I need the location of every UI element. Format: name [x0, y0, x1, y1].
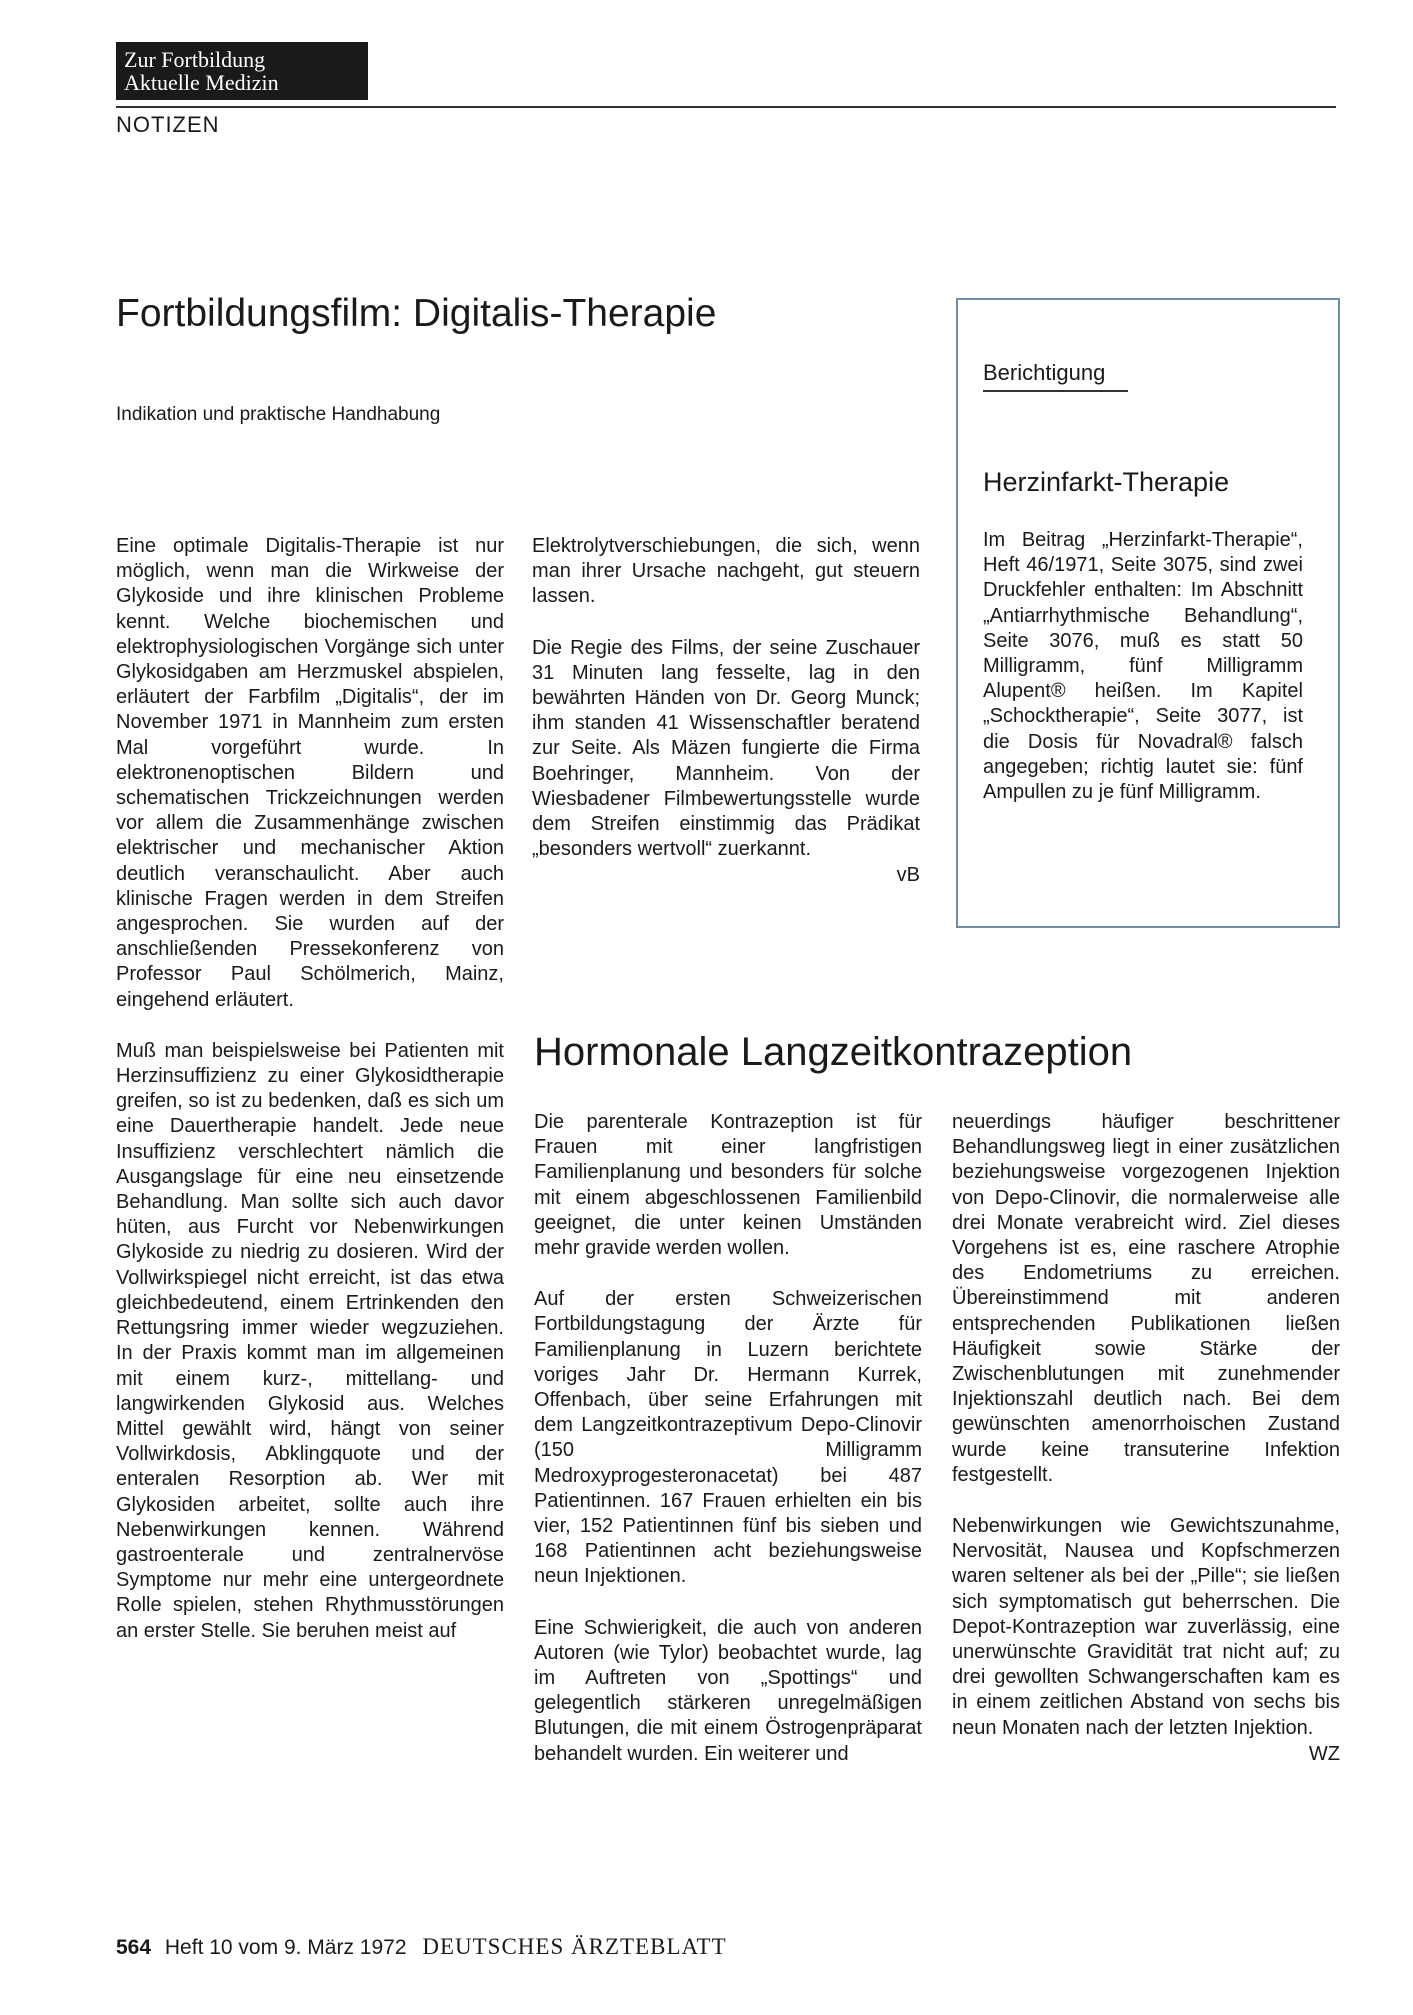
article1-paragraph-1: Eine optimale Digitalis-Therapie ist nur möglich, wenn man die Wirkweise der Glykoside und ihre klinischen Probleme kennt. Welche biochemischen und elektrophysiologischen Vorgänge sich unter Glykosidgaben am Herzmuskel abspielen, erläutert der Farbfilm „Digitalis“, der im November 1971 in Mannheim zum ersten Mal vorgeführt wurde. In elektronenoptischen Bildern und schematischen Trickzeichnungen werden vor allem die Zusammenhänge zwischen elektrischer und mechanischer Aktion deutlich veranschaulicht. Aber auch klinische Fragen werden in dem Streifen angesprochen. Sie wurden auf der anschließenden Pressekonferenz von Professor Paul Schölmerich, Mainz, eingehend erläutert.	[116, 535, 504, 1011]
header-rule	[116, 106, 1336, 108]
article2-column-2	[952, 1110, 1340, 1767]
page-footer	[116, 1934, 727, 1960]
article1-title: Fortbildungsfilm: Digitalis-Therapie	[116, 292, 717, 335]
article1-column-1	[116, 534, 504, 1670]
article1-signature: vB	[896, 864, 920, 887]
article2-paragraph-4: neuerdings häufiger beschrittener Behandlungsweg liegt in einer zusätzlichen beziehungsweise vorgezogenen Injektion von Depo-Clinovir, die normalerweise alle drei Monate verabreicht wird. Ziel dieses Vorgehens ist es, eine raschere Atrophie des Endometriums zu erreichen. Übereinstimmend mit anderen entsprechenden Publikationen ließen Häufigkeit sowie Stärke der Zwischenblutungen mit zunehmender Injektionszahl deutlich nach. Bei dem gewünschten amenorrhoischen Zustand wurde keine transuterine Infektion festgestellt.	[952, 1111, 1340, 1486]
rubric-box	[116, 42, 368, 100]
rubric-line-2: Aktuelle Medizin	[124, 70, 279, 95]
article2-title: Hormonale Langzeitkontrazeption	[534, 1030, 1133, 1074]
article2-paragraph-2: Auf der ersten Schweizerischen Fortbildungstagung der Ärzte für Familienplanung in Luzern berichtete voriges Jahr Dr. Hermann Kurrek, Offenbach, über seine Erfahrungen mit dem Langzeitkontrazeptivum Depo-Clinovir (150 Milligramm Medroxyprogesteronacetat) bei 487 Patientinnen. 167 Frauen erhielten ein bis vier, 152 Patientinnen fünf bis sieben und 168 Patientinnen acht beziehungsweise neun Injektionen.	[534, 1288, 922, 1588]
journal-name: DEUTSCHES ÄRZTEBLATT	[422, 1934, 727, 1959]
article1-paragraph-3: Elektrolytverschiebungen, die sich, wenn man ihrer Ursache nachgeht, gut steuern lassen.	[532, 535, 920, 608]
article2-paragraph-1: Die parenterale Kontrazeption ist für Frauen mit einer langfristigen Familienplanung und besonders für solche mit einem abgeschlossenen Familienbild geeignet, die unter keinen Umständen mehr gravide werden wollen.	[534, 1111, 922, 1260]
correction-label: Berichtigung	[983, 360, 1106, 385]
correction-text: Im Beitrag „Herzinfarkt-Therapie“, Heft 46/1971, Seite 3075, sind zwei Druckfehler enthalten: Im Abschnitt „Antiarrhythmische Behandlung“, Seite 3076, muß es statt 50 Milligramm, fünf Milligramm Alupent® heißen. Im Kapitel „Schocktherapie“, Seite 3077, ist die Dosis für Novadral® falsch angegeben; richtig lautet sie: fünf Ampullen zu je fünf Milligramm.	[983, 529, 1303, 804]
article1-column-2	[532, 534, 920, 889]
correction-label-underline	[983, 390, 1128, 392]
page-number: 564	[116, 1936, 152, 1959]
article2-signature: WZ	[1308, 1742, 1340, 1765]
issue-info: Heft 10 vom 9. März 1972	[164, 1936, 407, 1959]
article2-column-1	[534, 1110, 922, 1793]
article1-paragraph-2: Muß man beispielsweise bei Patienten mit Herzinsuffizienz zu einer Glykosidtherapie greifen, so ist zu bedenken, daß es sich um eine Dauertherapie handelt. Jede neue Insuffizienz verschlechtert nämlich die Ausgangslage für eine neu einsetzende Behandlung. Man sollte sich auch davor hüten, aus Furcht vor Nebenwirkungen Glykoside zu niedrig zu dosieren. Wird der Vollwirkspiegel nicht erreicht, ist das etwa gleichbedeutend, einem Ertrinkenden den Rettungsring immer wieder wegzuziehen. In der Praxis kommt man im allgemeinen mit einem kurz-, mittellang- und langwirkenden Glykosid aus. Welches Mittel gewählt wird, hängt von seiner Vollwirkdosis, Abklingquote und der enteralen Resorption ab. Wer mit Glykosiden arbeitet, sollte auch ihre Nebenwirkungen kennen. Während gastroenterale und zentralnervöse Symptome nur mehr eine untergeordnete Rolle spielen, stehen Rhythmusstörungen an erster Stelle. Sie beruhen meist auf	[116, 1039, 504, 1642]
article2-paragraph-3: Eine Schwierigkeit, die auch von anderen Autoren (wie Tylor) beobachtet wurde, lag im Auftreten von „Spottings“ und gelegentlich stärkeren unregelmäßigen Blutungen, die mit einem Östrogenpräparat behandelt wurden. Ein weiterer und	[534, 1616, 922, 1765]
article1-subtitle: Indikation und praktische Handhabung	[116, 404, 441, 425]
correction-title: Herzinfarkt-Therapie	[983, 467, 1230, 497]
article1-paragraph-4: Die Regie des Films, der seine Zuschauer 31 Minuten lang fesselte, lag in den bewährten Händen von Dr. Georg Munck; ihm standen 41 Wissenschaftler beratend zur Seite. Als Mäzen fungierte die Firma Boehringer, Mannheim. Von der Wiesbadener Filmbewertungsstelle wurde dem Streifen einstimmig das Prädikat „besonders wertvoll“ zuerkannt.	[532, 636, 920, 861]
rubric-line-1: Zur Fortbildung	[124, 47, 266, 72]
section-label: NOTIZEN	[116, 112, 220, 137]
article2-paragraph-5: Nebenwirkungen wie Gewichtszunahme, Nervosität, Nausea und Kopfschmerzen waren seltener als bei der „Pille“; sie ließen sich symptomatisch gut beherrschen. Die Depot-Kontrazeption war zuverlässig, eine unerwünschte Gravidität trat nicht auf; zu drei gewollten Schwangerschaften kam es in einem zeitlichen Abstand von sechs bis neun Monaten nach der letzten Injektion.	[952, 1515, 1340, 1739]
